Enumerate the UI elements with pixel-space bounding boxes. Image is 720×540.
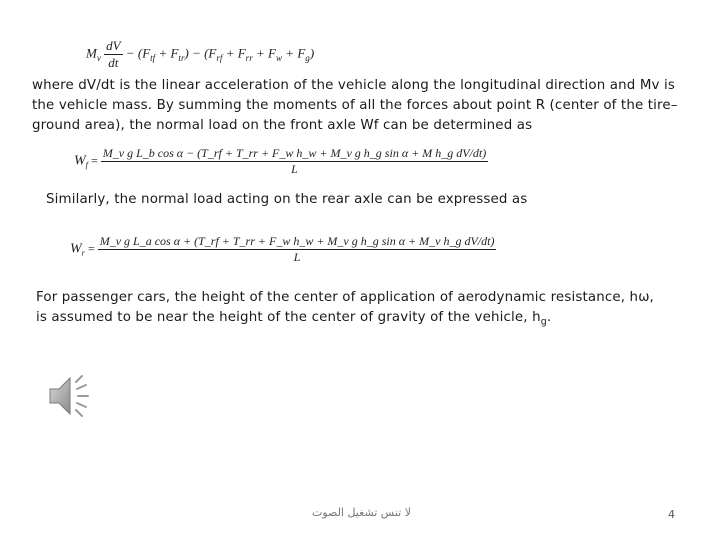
eq3-numerator: M_v g L_a cos α + (T_rf + T_rr + F_w h_w + M_v g h_g sin α + M_v h_g dV/dt)	[99, 234, 495, 248]
eq1-frac-num: dV	[106, 38, 121, 53]
eq3-fraction	[98, 234, 497, 265]
eq1-sub-rr: rr	[245, 53, 253, 64]
eq1-lhs-sub: v	[96, 53, 101, 64]
eq2-equals: =	[91, 153, 101, 168]
paragraph-3-text: For passenger cars, the height of the center of application of aerodynamic resistance, hω, is assumed to be near the height of the center of gravity of the vehicle, h	[36, 290, 654, 325]
paragraph-1: where dV/dt is the linear acceleration of the vehicle along the longitudinal direction and Mv is the vehicle mass. By summing the moments of all the forces about point R (center of the tire–ground area), the normal load on the front axle Wf can be determined as	[32, 78, 678, 133]
eq2-denominator: L	[101, 161, 488, 177]
eq1-sub-w: w	[275, 53, 283, 64]
footer-note: لا تنس تشغيل الصوت	[312, 506, 411, 519]
eq2-fraction	[101, 146, 488, 177]
eq3-lhs: W	[70, 241, 82, 257]
eq1-rhs-part2: + F	[155, 45, 179, 61]
eq1-frac-den: dt	[104, 54, 122, 71]
eq2-numerator: M_v g L_b cos α − (T_rf + T_rr + F_w h_w + M_v g h_g sin α + M h_g dV/dt)	[102, 146, 487, 160]
acceleration-equation	[86, 38, 314, 71]
eq1-sub-rf: rf	[216, 53, 223, 64]
eq1-lhs: M	[86, 45, 97, 61]
paragraph-3-end: .	[546, 310, 552, 325]
eq1-sub-g: g	[305, 53, 310, 64]
eq1-rhs-part3: ) − (F	[184, 45, 217, 61]
rear-load-equation	[70, 234, 496, 265]
eq1-sub-tf: tf	[150, 53, 156, 64]
eq1-rhs-part1: − (F	[125, 45, 151, 61]
paragraph-3-sub-g: g	[540, 316, 547, 328]
speaker-icon[interactable]	[46, 372, 98, 420]
eq3-lhs-sub: r	[81, 248, 85, 258]
eq2-lhs: W	[74, 153, 86, 169]
paragraph-3	[36, 288, 656, 333]
eq1-rhs-part4: + F	[222, 45, 246, 61]
page-number: 4	[668, 508, 675, 521]
eq1-rhs-end: )	[309, 45, 315, 61]
eq3-denominator: L	[98, 249, 497, 265]
eq1-sub-tr: tr	[178, 53, 185, 64]
eq1-rhs-part5: + F	[252, 45, 276, 61]
eq1-fraction	[104, 38, 122, 71]
paragraph-2: Similarly, the normal load acting on the rear axle can be expressed as	[46, 192, 528, 207]
eq3-equals: =	[87, 241, 98, 256]
eq1-rhs-part6: + F	[282, 45, 306, 61]
front-load-equation	[74, 146, 488, 177]
eq2-lhs-sub: f	[85, 160, 88, 170]
